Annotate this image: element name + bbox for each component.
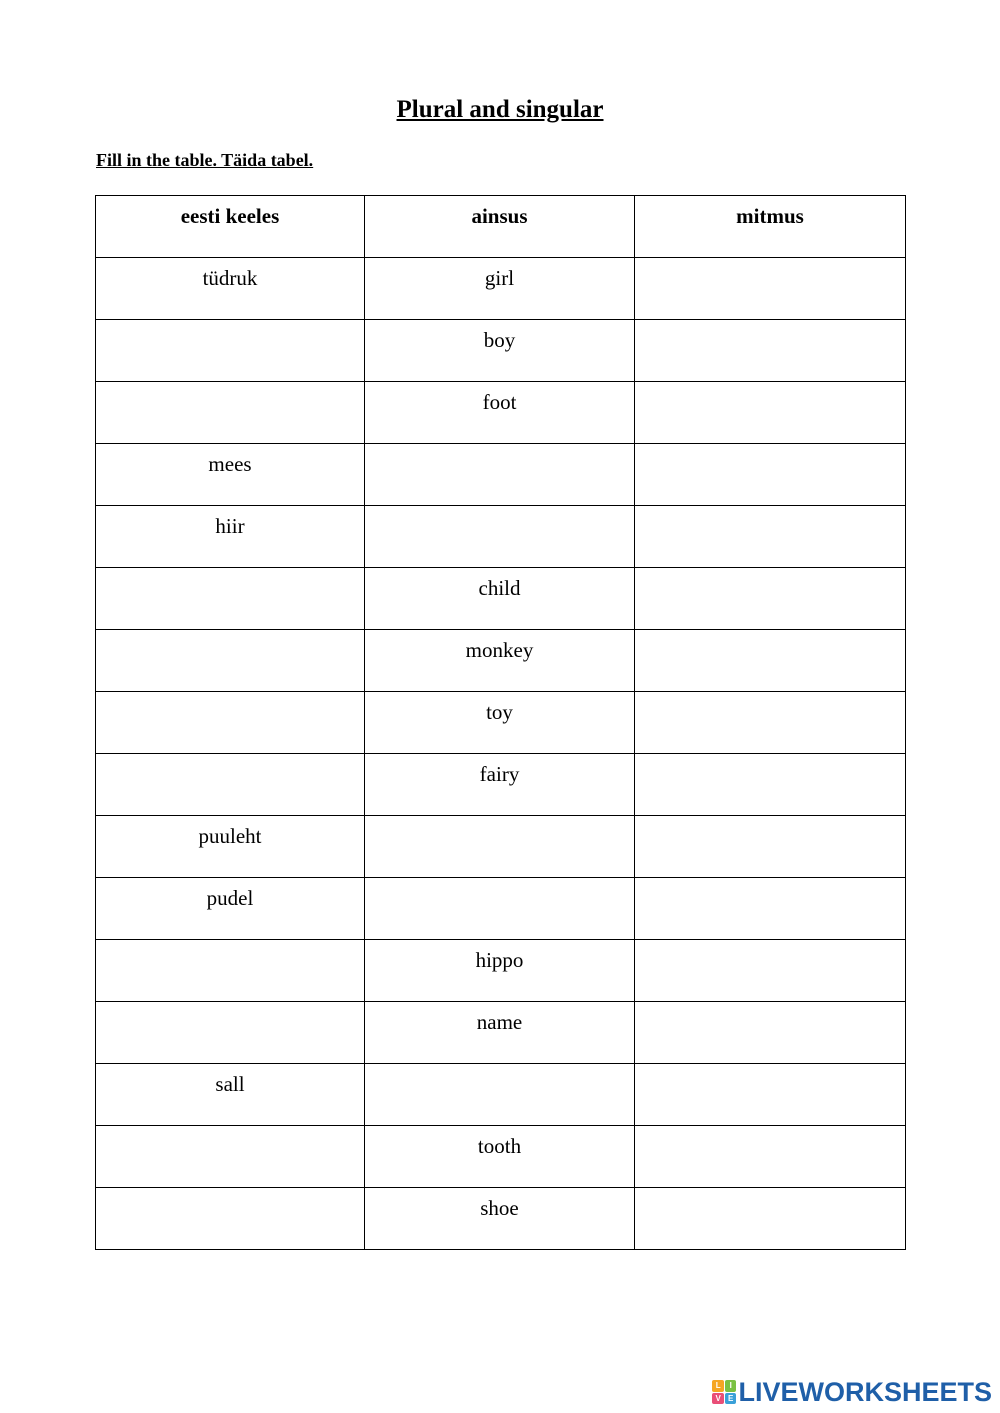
answer-cell-plural[interactable]	[635, 1064, 906, 1126]
cell-singular: fairy	[365, 754, 635, 816]
answer-cell-singular[interactable]	[365, 1064, 635, 1126]
answer-cell-plural[interactable]	[635, 320, 906, 382]
cell-estonian: pudel	[96, 878, 365, 940]
cell-singular: boy	[365, 320, 635, 382]
answer-cell-plural[interactable]	[635, 754, 906, 816]
answer-cell-estonian[interactable]	[96, 568, 365, 630]
header-estonian: eesti keeles	[96, 196, 365, 258]
cell-estonian: tüdruk	[96, 258, 365, 320]
cell-estonian: mees	[96, 444, 365, 506]
cell-estonian: puuleht	[96, 816, 365, 878]
liveworksheets-brand	[712, 1377, 992, 1407]
answer-cell-plural[interactable]	[635, 444, 906, 506]
answer-cell-estonian[interactable]	[96, 692, 365, 754]
cell-singular: tooth	[365, 1126, 635, 1188]
answer-cell-estonian[interactable]	[96, 1002, 365, 1064]
answer-cell-estonian[interactable]	[96, 1188, 365, 1250]
answer-cell-plural[interactable]	[635, 382, 906, 444]
table-row	[96, 1126, 906, 1188]
answer-cell-estonian[interactable]	[96, 940, 365, 1002]
answer-cell-singular[interactable]	[365, 444, 635, 506]
cell-estonian: sall	[96, 1064, 365, 1126]
answer-cell-plural[interactable]	[635, 878, 906, 940]
page-title: Plural and singular	[396, 96, 604, 123]
cell-singular: name	[365, 1002, 635, 1064]
table-row	[96, 568, 906, 630]
cell-singular: girl	[365, 258, 635, 320]
cell-singular: foot	[365, 382, 635, 444]
liveworksheets-logo-icon	[712, 1380, 736, 1404]
table-row	[96, 382, 906, 444]
answer-cell-singular[interactable]	[365, 878, 635, 940]
cell-singular: monkey	[365, 630, 635, 692]
table-row	[96, 630, 906, 692]
answer-cell-plural[interactable]	[635, 1126, 906, 1188]
cell-singular: child	[365, 568, 635, 630]
answer-cell-plural[interactable]	[635, 258, 906, 320]
answer-cell-plural[interactable]	[635, 940, 906, 1002]
cell-singular: hippo	[365, 940, 635, 1002]
answer-cell-plural[interactable]	[635, 506, 906, 568]
answer-cell-plural[interactable]	[635, 568, 906, 630]
cell-singular: toy	[365, 692, 635, 754]
table-row	[96, 1064, 906, 1126]
table-row	[96, 258, 906, 320]
answer-cell-singular[interactable]	[365, 506, 635, 568]
answer-cell-plural[interactable]	[635, 1002, 906, 1064]
table-row	[96, 816, 906, 878]
table-header-row	[96, 196, 906, 258]
table-row	[96, 444, 906, 506]
table-body	[96, 258, 906, 1250]
table-row	[96, 878, 906, 940]
answer-cell-singular[interactable]	[365, 816, 635, 878]
header-plural: mitmus	[635, 196, 906, 258]
table-row	[96, 940, 906, 1002]
header-singular: ainsus	[365, 196, 635, 258]
table-row	[96, 692, 906, 754]
answer-cell-plural[interactable]	[635, 1188, 906, 1250]
table-row	[96, 506, 906, 568]
cell-estonian: hiir	[96, 506, 365, 568]
answer-cell-plural[interactable]	[635, 692, 906, 754]
answer-cell-plural[interactable]	[635, 630, 906, 692]
logo-tile: I	[725, 1380, 737, 1392]
brand-name: LIVEWORKSHEETS	[738, 1377, 992, 1407]
answer-cell-plural[interactable]	[635, 816, 906, 878]
table-row	[96, 1002, 906, 1064]
cell-singular: shoe	[365, 1188, 635, 1250]
answer-cell-estonian[interactable]	[96, 320, 365, 382]
logo-tile: E	[725, 1393, 737, 1405]
table-row	[96, 320, 906, 382]
instructions: Fill in the table. Täida tabel.	[96, 150, 314, 170]
answer-cell-estonian[interactable]	[96, 1126, 365, 1188]
worksheet-table	[95, 195, 906, 1250]
answer-cell-estonian[interactable]	[96, 630, 365, 692]
answer-cell-estonian[interactable]	[96, 754, 365, 816]
table-row	[96, 754, 906, 816]
logo-tile: V	[712, 1393, 724, 1405]
logo-tile: L	[712, 1380, 724, 1392]
answer-cell-estonian[interactable]	[96, 382, 365, 444]
table-row	[96, 1188, 906, 1250]
